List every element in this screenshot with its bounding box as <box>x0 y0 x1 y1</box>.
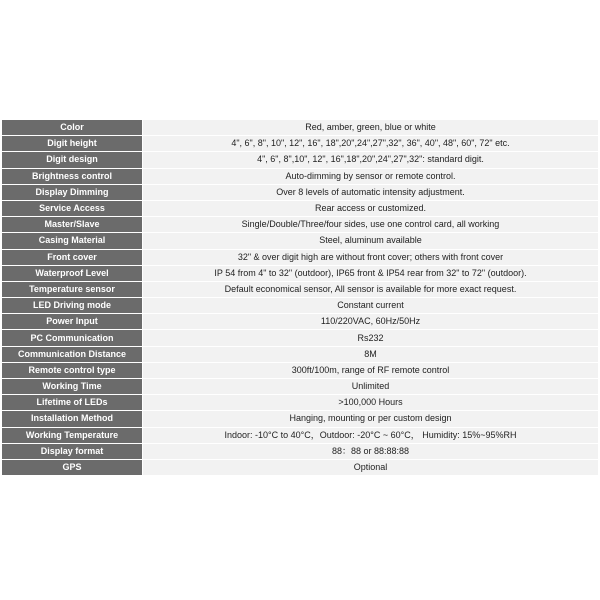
table-row <box>2 459 598 475</box>
table-row <box>2 217 598 233</box>
spec-value: Auto-dimming by sensor or remote control. <box>143 168 599 184</box>
spec-label: Display Dimming <box>2 184 143 200</box>
table-row <box>2 346 598 362</box>
spec-label: Temperature sensor <box>2 281 143 297</box>
spec-value: >100,000 Hours <box>143 395 599 411</box>
spec-value: 300ft/100m, range of RF remote control <box>143 362 599 378</box>
table-row <box>2 168 598 184</box>
spec-value: IP 54 from 4" to 32" (outdoor), IP65 front & IP54 rear from 32" to 72" (outdoor). <box>143 265 599 281</box>
spec-value: Steel, aluminum available <box>143 233 599 249</box>
spec-value: Red, amber, green, blue or white <box>143 120 599 136</box>
table-row <box>2 120 598 136</box>
table-row <box>2 411 598 427</box>
spec-label: GPS <box>2 459 143 475</box>
spec-label: Casing Material <box>2 233 143 249</box>
spec-label: Master/Slave <box>2 217 143 233</box>
spec-label: Brightness control <box>2 168 143 184</box>
spec-label: Remote control type <box>2 362 143 378</box>
spec-label: Digit height <box>2 136 143 152</box>
spec-value: Rear access or customized. <box>143 200 599 216</box>
table-row <box>2 136 598 152</box>
spec-value: 4", 6", 8",10", 12", 16",18",20",24",27",32": standard digit. <box>143 152 599 168</box>
spec-label: Power Input <box>2 314 143 330</box>
spec-table <box>2 120 598 476</box>
spec-value: Rs232 <box>143 330 599 346</box>
spec-value: 4", 6", 8", 10", 12", 16", 18",20",24",27",32", 36", 40", 48", 60", 72" etc. <box>143 136 599 152</box>
spec-value: Indoor: -10°C to 40°C，Outdoor: -20°C ~ 60°C， Humidity: 15%~95%RH <box>143 427 599 443</box>
spec-label: Working Time <box>2 379 143 395</box>
table-row <box>2 184 598 200</box>
spec-label: Front cover <box>2 249 143 265</box>
spec-value: 88：88 or 88:88:88 <box>143 443 599 459</box>
table-row <box>2 314 598 330</box>
spec-value: Optional <box>143 459 599 475</box>
spec-label: Waterproof Level <box>2 265 143 281</box>
spec-label: Service Access <box>2 200 143 216</box>
table-row <box>2 379 598 395</box>
table-row <box>2 249 598 265</box>
spec-value: Hanging, mounting or per custom design <box>143 411 599 427</box>
spec-label: Communication Distance <box>2 346 143 362</box>
table-row <box>2 281 598 297</box>
spec-label: Lifetime of LEDs <box>2 395 143 411</box>
spec-label: Digit design <box>2 152 143 168</box>
table-row <box>2 395 598 411</box>
table-row <box>2 233 598 249</box>
table-row <box>2 265 598 281</box>
table-row <box>2 152 598 168</box>
table-row <box>2 330 598 346</box>
spec-value: Default economical sensor, All sensor is available for more exact request. <box>143 281 599 297</box>
spec-value: Unlimited <box>143 379 599 395</box>
table-row <box>2 298 598 314</box>
table-row <box>2 200 598 216</box>
table-row <box>2 443 598 459</box>
spec-label: LED Driving mode <box>2 298 143 314</box>
spec-value: Single/Double/Three/four sides, use one control card, all working <box>143 217 599 233</box>
table-row <box>2 362 598 378</box>
spec-value: Constant current <box>143 298 599 314</box>
spec-value: 8M <box>143 346 599 362</box>
spec-value: Over 8 levels of automatic intensity adjustment. <box>143 184 599 200</box>
spec-value: 110/220VAC, 60Hz/50Hz <box>143 314 599 330</box>
spec-label: Installation Method <box>2 411 143 427</box>
spec-label: Working Temperature <box>2 427 143 443</box>
spec-label: Color <box>2 120 143 136</box>
spec-label: PC Communication <box>2 330 143 346</box>
spec-value: 32" & over digit high are without front cover; others with front cover <box>143 249 599 265</box>
spec-label: Display format <box>2 443 143 459</box>
table-row <box>2 427 598 443</box>
